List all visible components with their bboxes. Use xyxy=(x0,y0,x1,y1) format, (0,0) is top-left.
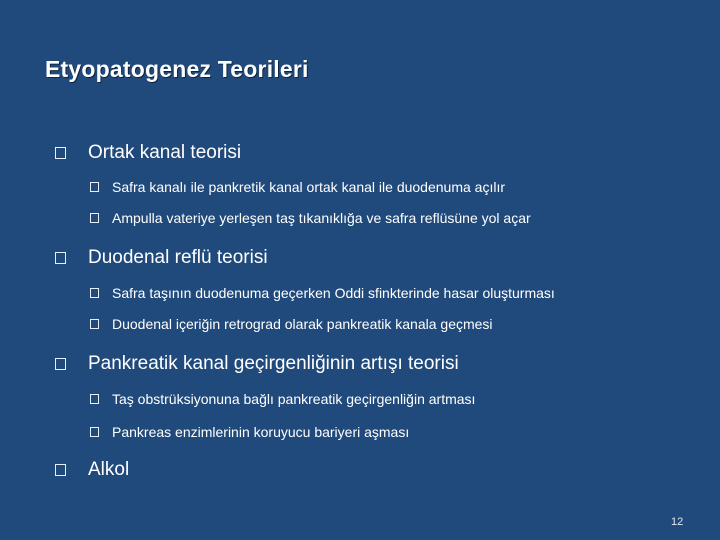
sub-bullet-item xyxy=(90,179,505,195)
bullet-item xyxy=(55,353,459,375)
bullet-text: Ortak kanal teorisi xyxy=(88,142,242,163)
square-bullet-icon xyxy=(55,252,66,264)
bullet-text: Pankreatik kanal geçirgenliğinin artışı teorisi xyxy=(88,353,459,374)
sub-bullet-text: Safra kanalı ile pankretik kanal ortak kanal ile duodenuma açılır xyxy=(112,179,505,195)
sub-bullet-item xyxy=(90,285,555,301)
square-bullet-icon xyxy=(90,213,99,223)
slide-title: Etyopatogenez Teorileri xyxy=(45,56,309,82)
square-bullet-icon xyxy=(90,394,99,404)
square-bullet-icon xyxy=(55,464,66,476)
square-bullet-icon xyxy=(55,358,66,370)
bullet-item xyxy=(55,247,268,269)
sub-bullet-text: Pankreas enzimlerinin koruyucu bariyeri aşması xyxy=(112,424,410,440)
square-bullet-icon xyxy=(90,288,99,298)
square-bullet-icon xyxy=(55,147,66,159)
sub-bullet-item xyxy=(90,391,475,407)
bullet-item xyxy=(55,459,129,481)
square-bullet-icon xyxy=(90,182,99,192)
bullet-text: Alkol xyxy=(88,459,130,480)
sub-bullet-item xyxy=(90,210,531,226)
sub-bullet-item xyxy=(90,424,409,440)
square-bullet-icon xyxy=(90,319,99,329)
sub-bullet-text: Safra taşının duodenuma geçerken Oddi sfinkterinde hasar oluşturması xyxy=(112,285,555,301)
sub-bullet-text: Duodenal içeriğin retrograd olarak pankreatik kanala geçmesi xyxy=(112,316,493,332)
sub-bullet-text: Ampulla vateriye yerleşen taş tıkanıklığa ve safra reflüsüne yol açar xyxy=(112,210,531,226)
bullet-text: Duodenal reflü teorisi xyxy=(88,247,268,268)
sub-bullet-item xyxy=(90,316,493,332)
sub-bullet-text: Taş obstrüksiyonuna bağlı pankreatik geçirgenliğin artması xyxy=(112,391,476,407)
square-bullet-icon xyxy=(90,427,99,437)
page-number: 12 xyxy=(671,516,684,528)
bullet-item xyxy=(55,142,241,164)
